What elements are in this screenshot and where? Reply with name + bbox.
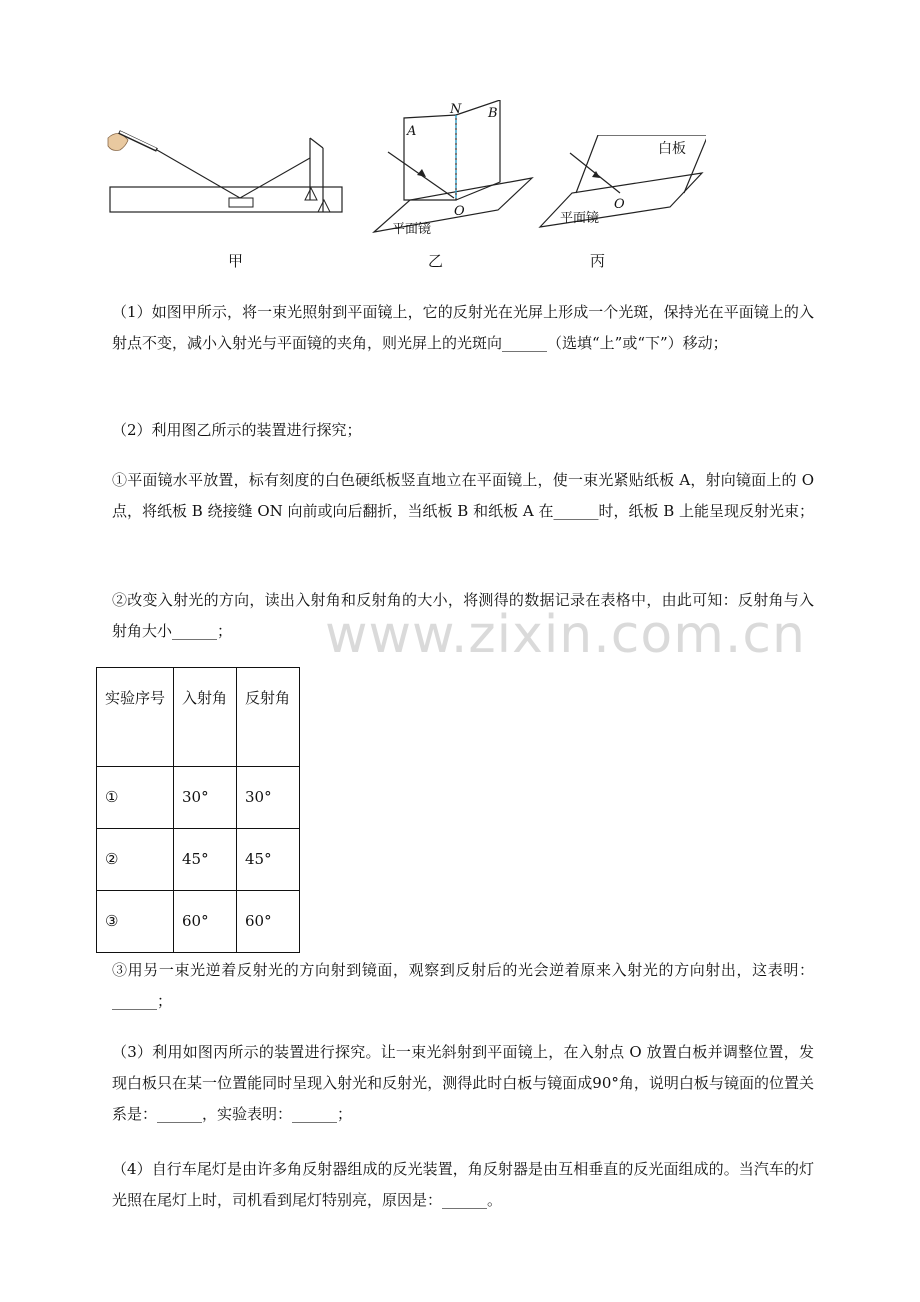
caption-yi: 乙 — [428, 252, 444, 270]
label-n: N — [450, 102, 462, 117]
figure-yi — [370, 100, 540, 235]
figure-jia-drawing — [105, 120, 350, 220]
caption-jia: 甲 — [228, 252, 244, 270]
figure-jia — [105, 120, 350, 220]
label-b: B — [488, 106, 498, 121]
table-cell: ③ — [97, 891, 174, 953]
table-header-cell: 实验序号 — [97, 668, 174, 767]
table-header-cell: 入射角 — [174, 668, 237, 767]
question-4: （4）自行车尾灯是由许多角反射器组成的反光装置，角反射器是由互相垂直的反光面组成的。当汽车的灯光照在尾灯上时，司机看到尾灯特别亮，原因是：______。 — [112, 1160, 814, 1209]
label-mirror: 平面镜 — [392, 222, 432, 237]
label-a: A — [407, 124, 417, 139]
figure-bing — [536, 135, 706, 230]
table-row — [97, 767, 300, 829]
table-row — [97, 829, 300, 891]
table-header-cell: 反射角 — [237, 668, 300, 767]
watermark: www.zixin.com.cn — [325, 605, 806, 665]
label-mirror: 平面镜 — [560, 211, 600, 226]
question-2-step-2: ②改变入射光的方向，读出入射角和反射角的大小，将测得的数据记录在表格中，由此可知：反射角与入射角大小______； — [112, 591, 814, 640]
table-cell: 45° — [237, 829, 300, 891]
caption-bing: 丙 — [590, 252, 606, 270]
table-header-row — [97, 668, 300, 767]
table-cell: 60° — [174, 891, 237, 953]
table-cell: 30° — [174, 767, 237, 829]
question-2: （2）利用图乙所示的装置进行探究； — [112, 421, 362, 439]
question-3: （3）利用如图丙所示的装置进行探究。让一束光斜射到平面镜上，在入射点 O 放置白板并调整位置，发现白板只在某一位置能同时呈现入射光和反射光，测得此时白板与镜面成90°角，说明白板与镜面的位置关系是：______，实验表明：______； — [112, 1043, 814, 1123]
question-2-step-3: ③用另一束光逆着反射光的方向射到镜面，观察到反射后的光会逆着原来入射光的方向射出，这表明：______； — [112, 961, 814, 1010]
table-cell: ② — [97, 829, 174, 891]
label-board: 白板 — [658, 141, 686, 157]
question-1: （1）如图甲所示，将一束光照射到平面镜上，它的反射光在光屏上形成一个光斑，保持光在平面镜上的入射点不变，减小入射光与平面镜的夹角，则光屏上的光斑向______（选填“上”或“下”）移动； — [112, 303, 814, 352]
table-cell: 45° — [174, 829, 237, 891]
label-o: O — [454, 204, 465, 219]
label-o: O — [614, 197, 625, 212]
figure-row — [100, 95, 820, 280]
data-table — [96, 667, 300, 953]
table-cell: 30° — [237, 767, 300, 829]
table-cell: 60° — [237, 891, 300, 953]
question-2-step-1: ①平面镜水平放置，标有刻度的白色硬纸板竖直地立在平面镜上，使一束光紧贴纸板 A，射向镜面上的 O 点，将纸板 B 绕接缝 ON 向前或向后翻折，当纸板 B 和纸板 A 在______时，纸板 B 上能呈现反射光束； — [112, 471, 815, 520]
table-row — [97, 891, 300, 953]
table-cell: ① — [97, 767, 174, 829]
